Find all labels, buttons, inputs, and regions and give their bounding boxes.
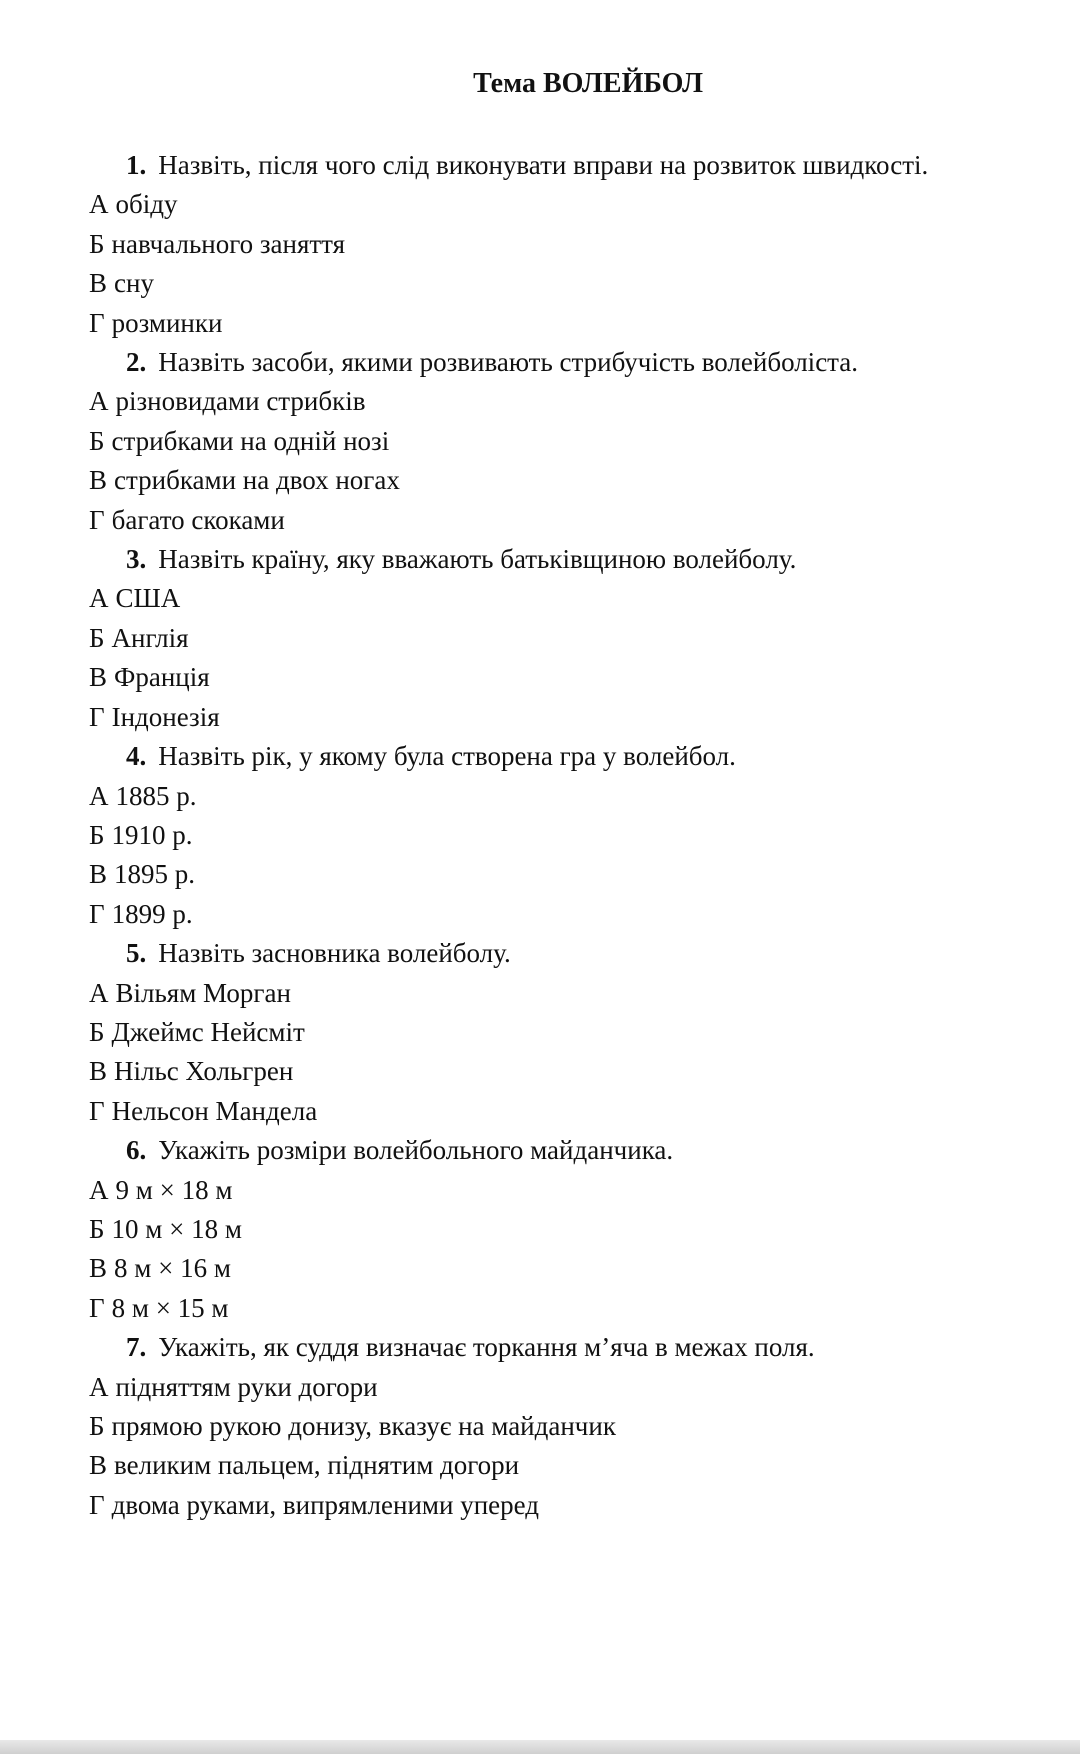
option-letter: Г [89,1292,105,1323]
answer-option [89,579,1049,618]
option-text: 9 м × 18 м [115,1174,233,1205]
option-letter: А [89,1174,109,1205]
option-letter: А [89,780,109,811]
option-letter: А [89,583,109,614]
question-number: 6. [126,1135,147,1166]
option-text: Джеймс Нейсміт [111,1016,305,1047]
option-text: 8 м × 16 м [114,1253,231,1284]
option-letter: В [89,1056,108,1087]
question-text: Назвіть засоби, якими розвивають стрибучість волейболіста. [158,347,859,378]
option-letter: Г [89,504,105,535]
question-number: 1. [126,150,147,180]
question-number: 5. [126,938,147,969]
answer-option [89,619,1049,658]
question-2 [89,343,1049,382]
answer-option [89,1171,1049,1210]
answer-option [89,1249,1049,1288]
page-bottom-edge [0,1740,1080,1754]
option-letter: Б [89,228,105,259]
option-text: 1885 р. [115,780,197,811]
option-text: стрибками на двох ногах [114,465,400,496]
answer-option [89,1210,1049,1249]
answer-option [89,1446,1049,1485]
answer-option [89,974,1049,1013]
answer-option [89,658,1049,697]
option-letter: А [89,386,109,417]
option-letter: Г [89,307,105,338]
option-text: Нельсон Мандела [111,1095,318,1126]
option-text: Франція [114,662,210,693]
option-letter: Б [89,819,105,850]
question-list [89,146,1049,1525]
option-letter: В [89,859,108,890]
option-text: 10 м × 18 м [111,1213,242,1244]
option-letter: Г [89,1095,105,1126]
option-text: розминки [111,307,223,338]
option-letter: Б [89,622,105,653]
question-text: Укажіть, як суддя визначає торкання м’яча в межах поля. [158,1332,815,1363]
option-text: Індонезія [111,701,220,732]
question-number: 2. [126,347,147,378]
option-letter: В [89,1450,108,1481]
answer-option [89,777,1049,816]
question-5 [89,934,1049,973]
option-text: 8 м × 15 м [111,1292,229,1323]
option-text: підняттям руки догори [115,1371,378,1402]
option-text: 1910 р. [111,819,193,850]
answer-option [89,1052,1049,1091]
question-number: 7. [126,1332,147,1363]
question-7 [89,1328,1049,1367]
question-text: Назвіть країну, яку вважають батьківщиною волейболу. [158,544,797,575]
answer-option [89,422,1049,461]
question-number: 3. [126,544,147,575]
answer-option [89,461,1049,500]
option-letter: А [89,977,109,1008]
option-text: 1895 р. [114,859,196,890]
question-4 [89,737,1049,776]
option-letter: Б [89,1411,105,1441]
option-text: двома руками, випрямленими уперед [111,1489,539,1520]
option-text: навчального заняття [111,228,346,259]
option-letter: Г [89,701,105,732]
option-text: обіду [115,189,178,220]
question-text: Укажіть розміри волейбольного майданчика. [158,1135,674,1166]
option-text: великим пальцем, піднятим догори [114,1450,520,1481]
option-letter: В [89,268,108,299]
answer-option [89,1013,1049,1052]
answer-option [89,501,1049,540]
option-text: різновидами стрибків [115,386,366,417]
question-text: Назвіть засновника волейболу. [158,938,511,969]
answer-option [89,855,1049,894]
question-3 [89,540,1049,579]
option-letter: Б [89,1213,105,1244]
option-letter: В [89,1253,108,1284]
answer-option [89,225,1049,264]
option-text: США [115,583,181,614]
answer-option [89,698,1049,737]
question-text: Назвіть, після чого слід виконувати вправи на розвиток швидкості. [158,150,929,180]
answer-option [89,264,1049,303]
answer-option [89,1289,1049,1328]
answer-option [89,1407,1049,1446]
answer-option [89,895,1049,934]
answer-option [89,1368,1049,1407]
question-6 [89,1131,1049,1170]
page-title: Тема ВОЛЕЙБОЛ [473,68,703,99]
option-text: стрибками на одній нозі [111,425,390,456]
option-letter: А [89,189,109,220]
option-text: Вільям Морган [115,977,291,1008]
answer-option [89,1092,1049,1131]
option-text: 1899 р. [111,898,193,929]
option-letter: А [89,1371,109,1402]
option-letter: Б [89,425,105,456]
question-text: Назвіть рік, у якому була створена гра у волейбол. [158,741,736,772]
answer-option [89,304,1049,343]
option-letter: В [89,662,108,693]
option-text: Англія [111,622,189,653]
option-letter: Г [89,898,105,929]
option-letter: Б [89,1016,105,1047]
option-text: багато скоками [111,504,285,535]
answer-option [89,1486,1049,1525]
answer-option [89,382,1049,421]
option-letter: Г [89,1489,105,1520]
option-text: прямою рукою донизу, вказує на майданчик [111,1411,616,1441]
answer-option [89,816,1049,855]
question-1 [89,146,1049,185]
option-text: сну [114,268,154,299]
option-text: Нільс Хольгрен [114,1056,294,1087]
option-letter: В [89,465,108,496]
question-number: 4. [126,741,147,772]
answer-option [89,185,1049,224]
